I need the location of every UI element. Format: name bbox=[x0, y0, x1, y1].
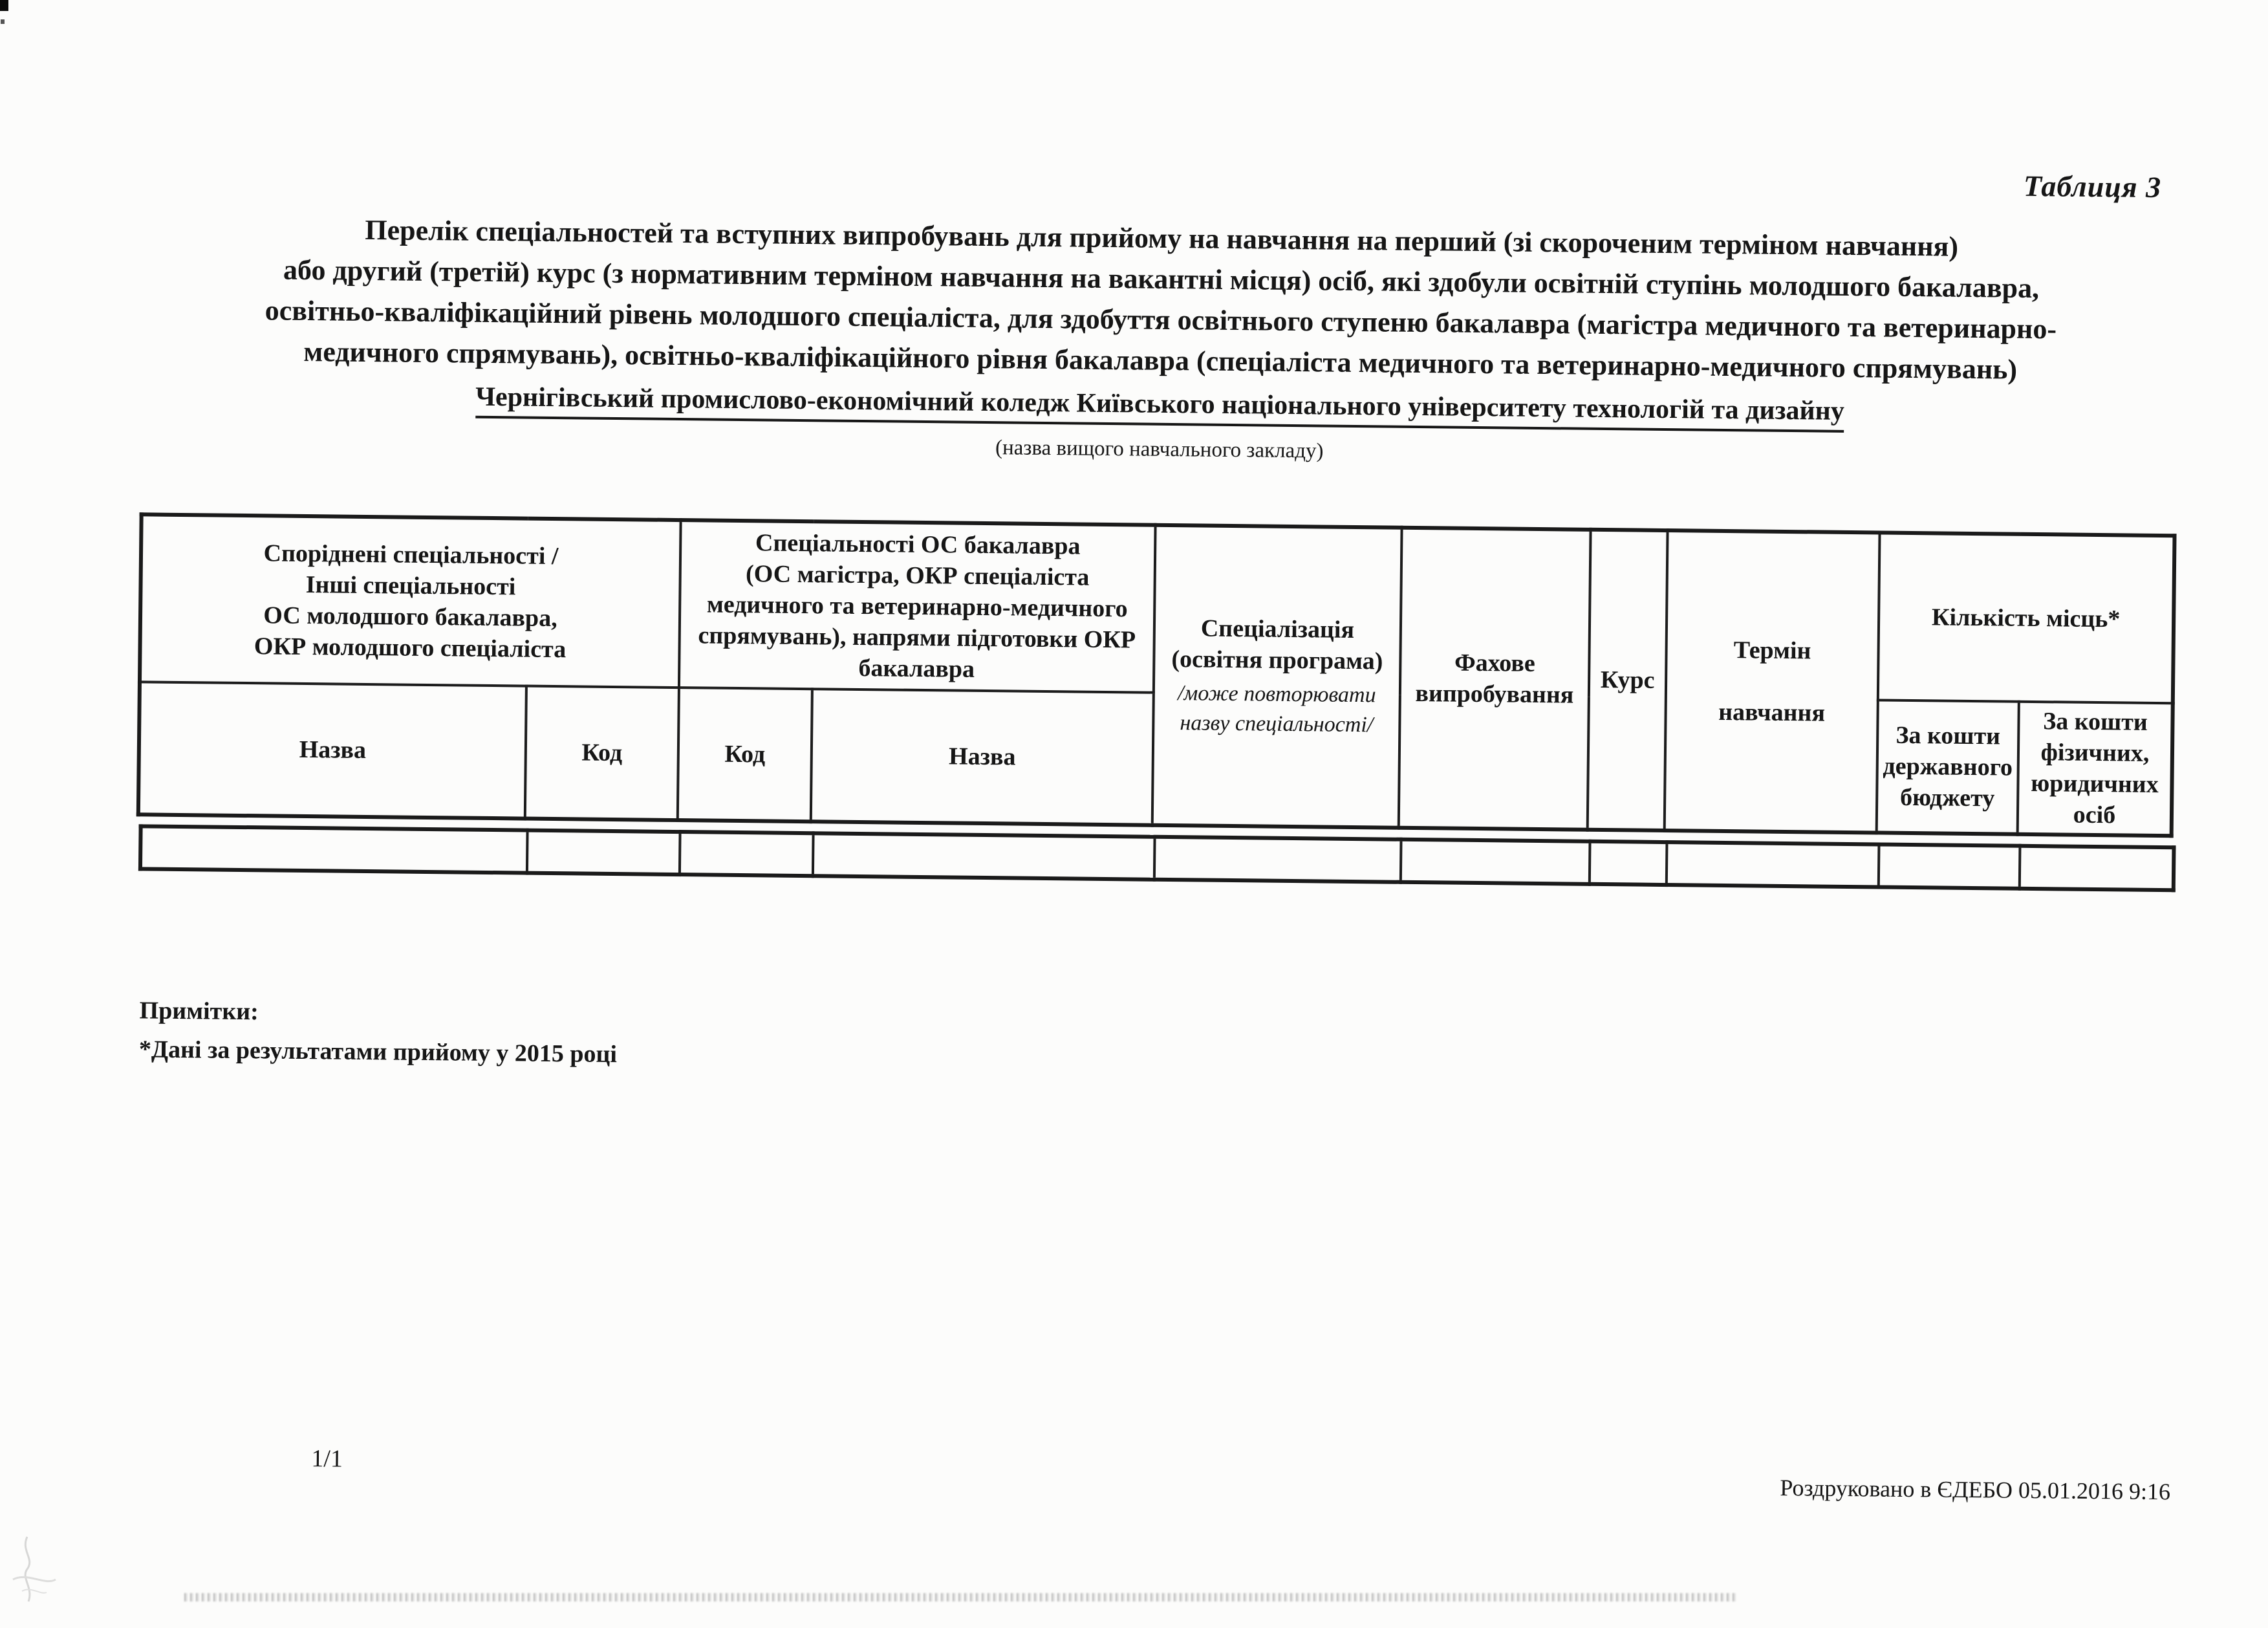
scan-artifact-scribble bbox=[8, 1534, 92, 1605]
document-title-line-4: медичного спрямувань), освітньо-кваліфікаційного рівня бакалавра (спеціаліста медичного та ветеринарно-медичного спрямувань) bbox=[303, 335, 2018, 385]
document-title-line-2: або другий (третій) курс (з нормативним терміном навчання на вакантні місця) осіб, які здобули освітній ступінь молодшого бакалавра, bbox=[283, 254, 2040, 305]
col-header-seats-budget: За кошти державного бюджету bbox=[1877, 700, 2019, 834]
col-header-code-related: Код bbox=[525, 686, 679, 820]
empty-cell-study-term bbox=[1667, 842, 1879, 887]
scan-artifact-corner-speck bbox=[1, 19, 5, 24]
empty-cell-seats-private bbox=[2020, 846, 2174, 890]
notes-text: *Дані за результатами прийому у 2015 році bbox=[138, 1036, 618, 1069]
table-number-label: Таблиця 3 bbox=[2023, 169, 2162, 204]
notes-section bbox=[139, 996, 618, 1069]
col-header-professional-exam: Фахове випробування bbox=[1399, 528, 1591, 830]
col-group-related-specialties: Споріднені спеціальності / Інші спеціальності ОС молодшого бакалавра, ОКР молодшого спеціаліста bbox=[140, 514, 681, 688]
col-group-seats: Кількість місць* bbox=[1878, 532, 2175, 703]
printed-info: Роздруковано в ЄДЕБО 05.01.2016 9:16 bbox=[1780, 1474, 2171, 1505]
specialties-header-table bbox=[136, 512, 2177, 838]
scan-artifact-bottom-edge bbox=[184, 1593, 1736, 1601]
empty-cell-course bbox=[1590, 841, 1667, 885]
col-header-seats-private: За кошти фізичних, юридичних осіб bbox=[2018, 702, 2173, 836]
empty-cell-code-bachelor bbox=[680, 832, 814, 876]
institution-caption: (назва вищого навчального закладу) bbox=[995, 436, 1324, 463]
col-header-course: Курс bbox=[1588, 530, 1668, 830]
col-header-name-related: Назва bbox=[138, 682, 526, 818]
document-title-line-3: освітньо-кваліфікаційний рівень молодшого спеціаліста, для здобуття освітнього ступеню бакалавра (магістра медичного та ветеринарно- bbox=[265, 294, 2057, 345]
col-header-study-term: Термін навчання bbox=[1665, 530, 1880, 832]
document-title bbox=[122, 207, 2199, 392]
col-group-bachelor-specialties: Спеціальності ОС бакалавра (ОС магістра, ОКР спеціаліста медичного та ветеринарно-медичного спрямувань), напрями підготовки ОКР бакалавра bbox=[679, 520, 1156, 693]
empty-cell-name-related bbox=[140, 826, 528, 873]
empty-cell-name-bachelor bbox=[813, 833, 1155, 880]
empty-cell-professional-exam bbox=[1401, 840, 1590, 884]
col-header-name-bachelor: Назва bbox=[811, 689, 1154, 825]
table-row bbox=[140, 826, 2174, 890]
scan-artifact-corner-mark bbox=[0, 0, 8, 11]
page-footer bbox=[111, 1442, 2170, 1503]
document-title-line-1: Перелік спеціальностей та вступних випробувань для прийому на навчання на перший (зі скороченим терміном навчання) bbox=[365, 213, 1959, 263]
notes-label: Примітки: bbox=[139, 997, 259, 1026]
col-header-specialization bbox=[1152, 525, 1402, 828]
specialization-header-main: Спеціалізація (освітня програма) bbox=[1171, 614, 1383, 675]
col-header-code-bachelor: Код bbox=[678, 688, 812, 821]
specialization-header-note: /може повторювати назву спеціальності/ bbox=[1177, 681, 1376, 737]
page-number: 1/1 bbox=[311, 1445, 343, 1473]
empty-cell-specialization bbox=[1154, 837, 1401, 882]
institution-name: Чернігівський промислово-економічний коледж Київського національного університету технологій та дизайну bbox=[475, 382, 1844, 433]
empty-cell-seats-budget bbox=[1879, 844, 2020, 888]
empty-cell-code-related bbox=[527, 830, 680, 874]
